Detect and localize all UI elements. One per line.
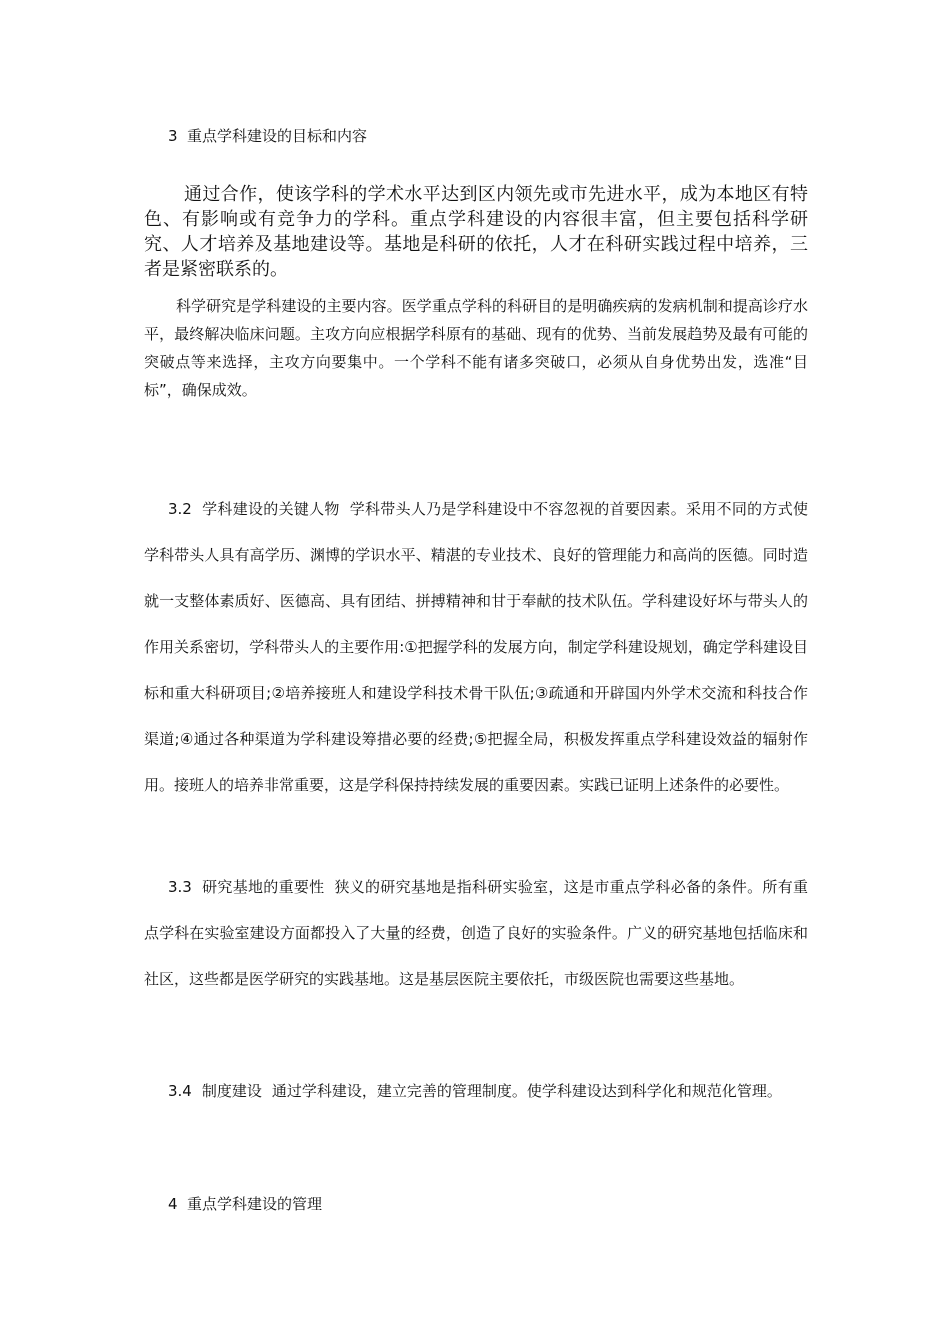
section-lead: 制度建设 (201, 1082, 262, 1100)
section-4-heading (144, 1194, 808, 1214)
section-number: 3 (168, 127, 178, 145)
section-title: 重点学科建设的目标和内容 (187, 127, 368, 145)
section-number: 3.2 (168, 500, 192, 518)
section-title: 重点学科建设的管理 (187, 1195, 323, 1213)
section-body: 学科带头人乃是学科建设中不容忽视的首要因素。采用不同的方式使学科带头人具有高学历、渊博的学识水平、精湛的专业技术、良好的管理能力和高尚的医德。同时造就一支整体素质好、医德高、具有团结、拼搏精神和甘于奉献的技术队伍。学科建设好坏与带头人的作用关系密切，学科带头人的主要作用:①把握学科的发展方向，制定学科建设规划，确定学科建设目标和重大科研项目;②培养接班人和建设学科技术骨干队伍;③疏通和开辟国内外学术交流和科技合作渠道;④通过各种渠道为学科建设筹措必要的经费;⑤把握全局，积极发挥重点学科建设效益的辐射作用。接班人的培养非常重要，这是学科保持持续发展的重要因素。实践已证明上述条件的必要性。 (144, 500, 808, 794)
section-number: 4 (168, 1195, 178, 1213)
section-number: 3.3 (168, 878, 192, 896)
section-body: 狭义的研究基地是指科研实验室，这是市重点学科必备的条件。所有重点学科在实验室建设方面都投入了大量的经费，创造了良好的实验条件。广义的研究基地包括临床和社区，这些都是医学研究的实践基地。这是基层医院主要依托，市级医院也需要这些基地。 (144, 878, 808, 988)
paragraph-research: 科学研究是学科建设的主要内容。医学重点学科的科研目的是明确疾病的发病机制和提高诊疗水平，最终解决临床问题。主攻方向应根据学科原有的基础、现有的优势、当前发展趋势及最有可能的突破点等来选择，主攻方向要集中。一个学科不能有诸多突破口，必须从自身优势出发，选准“目标”，确保成效。 (144, 297, 808, 399)
paragraph-goals: 通过合作，使该学科的学术水平达到区内领先或市先进水平，成为本地区有特色、有影响或有竞争力的学科。重点学科建设的内容很丰富，但主要包括科学研究、人才培养及基地建设等。基地是科研的依托，人才在科研实践过程中培养，三者是紧密联系的。 (144, 184, 808, 280)
section-body: 通过学科建设，建立完善的管理制度。使学科建设达到科学化和规范化管理。 (271, 1082, 782, 1100)
section-lead: 研究基地的重要性 (201, 878, 325, 896)
section-3-2-paragraph (144, 486, 808, 808)
section-number: 3.4 (168, 1082, 192, 1100)
section-3-heading (144, 126, 808, 146)
section-lead: 学科建设的关键人物 (201, 500, 340, 518)
section-3-4-paragraph (144, 1068, 808, 1114)
section-3-3-paragraph (144, 864, 808, 1002)
